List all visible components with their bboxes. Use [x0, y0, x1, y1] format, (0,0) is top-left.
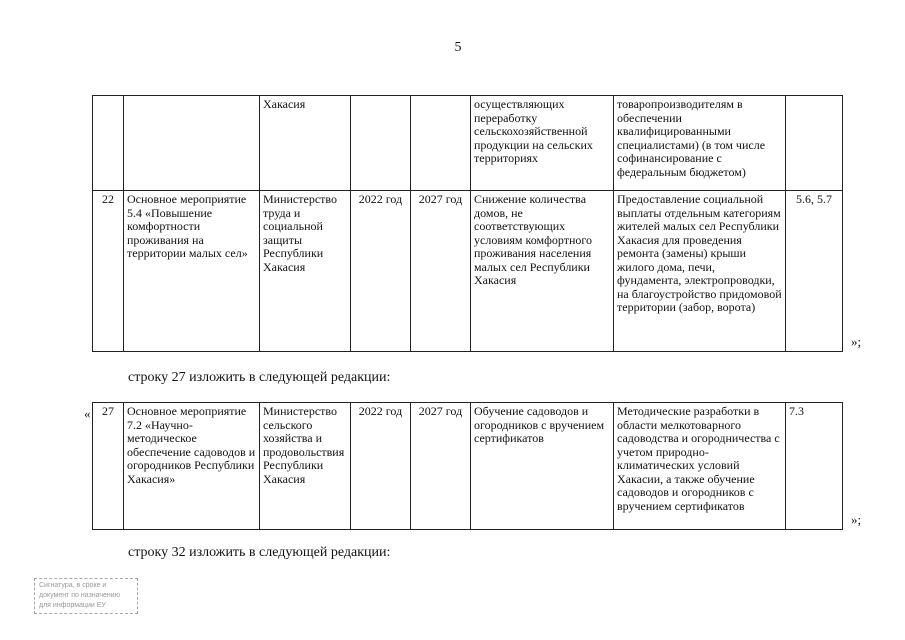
program-table-top — [92, 95, 843, 352]
cell-start: 2022 год — [351, 403, 411, 530]
instruction-row-32: строку 32 изложить в следующей редакции: — [128, 545, 391, 560]
instruction-row-27: строку 27 изложить в следующей редакции: — [128, 370, 391, 385]
cell-link — [786, 96, 843, 191]
closing-quote-bottom: »; — [851, 512, 862, 527]
cell-directions: Предоставление социальной выплаты отдельным категориям жителей малых сел Республики Хакасия для проведения ремонта (замены) крыши жилого дома, печи, фундамента, электропроводки, на благоустройство придомовой территории (забор, ворота) — [614, 191, 786, 352]
cell-start: 2022 год — [351, 191, 411, 352]
cell-executor: Министерство сельского хозяйства и продовольствия Республики Хакасия — [260, 403, 351, 530]
cell-name — [124, 96, 260, 191]
cell-executor: Министерство труда и социальной защиты Республики Хакасия — [260, 191, 351, 352]
closing-quote-top: »; — [851, 334, 862, 349]
cell-link: 5.6, 5.7 — [786, 191, 843, 352]
cell-result: Снижение количества домов, не соответствующих условиям комфортного проживания населения малых сел Республики Хакасия — [471, 191, 614, 352]
stamp-line: для информации ЕУ — [39, 602, 106, 609]
table-row-27 — [93, 403, 843, 530]
cell-result: осуществляющих переработку сельскохозяйственной продукции на сельских территориях — [471, 96, 614, 191]
table-row-22 — [93, 191, 843, 352]
cell-directions: Методические разработки в области мелкотоварного садоводства и огородничества с учетом природно-климатических условий Хакасии, а также обучение садоводов и огородников с вручением сертификатов — [614, 403, 786, 530]
cell-end: 2027 год — [411, 403, 471, 530]
cell-executor: Хакасия — [260, 96, 351, 191]
cell-num: 22 — [93, 191, 124, 352]
cell-name: Основное мероприятие 5.4 «Повышение комфортности проживания на территории малых сел» — [124, 191, 260, 352]
program-table-bottom — [92, 402, 843, 530]
opening-quote: « — [84, 406, 91, 421]
stamp-line: документ по назначению — [39, 592, 120, 599]
cell-num — [93, 96, 124, 191]
cell-num: 27 — [93, 403, 124, 530]
cell-directions: товаропроизводителям в обеспечении квалифицированными специалистами) (в том числе софинансирование с федеральным бюджетом) — [614, 96, 786, 191]
cell-end: 2027 год — [411, 191, 471, 352]
stamp-line: Сигнатура, в сроке и — [39, 582, 107, 589]
registration-stamp — [34, 578, 138, 614]
cell-end — [411, 96, 471, 191]
cell-start — [351, 96, 411, 191]
table-row-continuation — [93, 96, 843, 191]
page-number: 5 — [454, 40, 462, 55]
cell-link: 7.3 — [786, 403, 843, 530]
cell-name: Основное мероприятие 7.2 «Научно-методическое обеспечение садоводов и огородников Республики Хакасия» — [124, 403, 260, 530]
cell-result: Обучение садоводов и огородников с вручением сертификатов — [471, 403, 614, 530]
